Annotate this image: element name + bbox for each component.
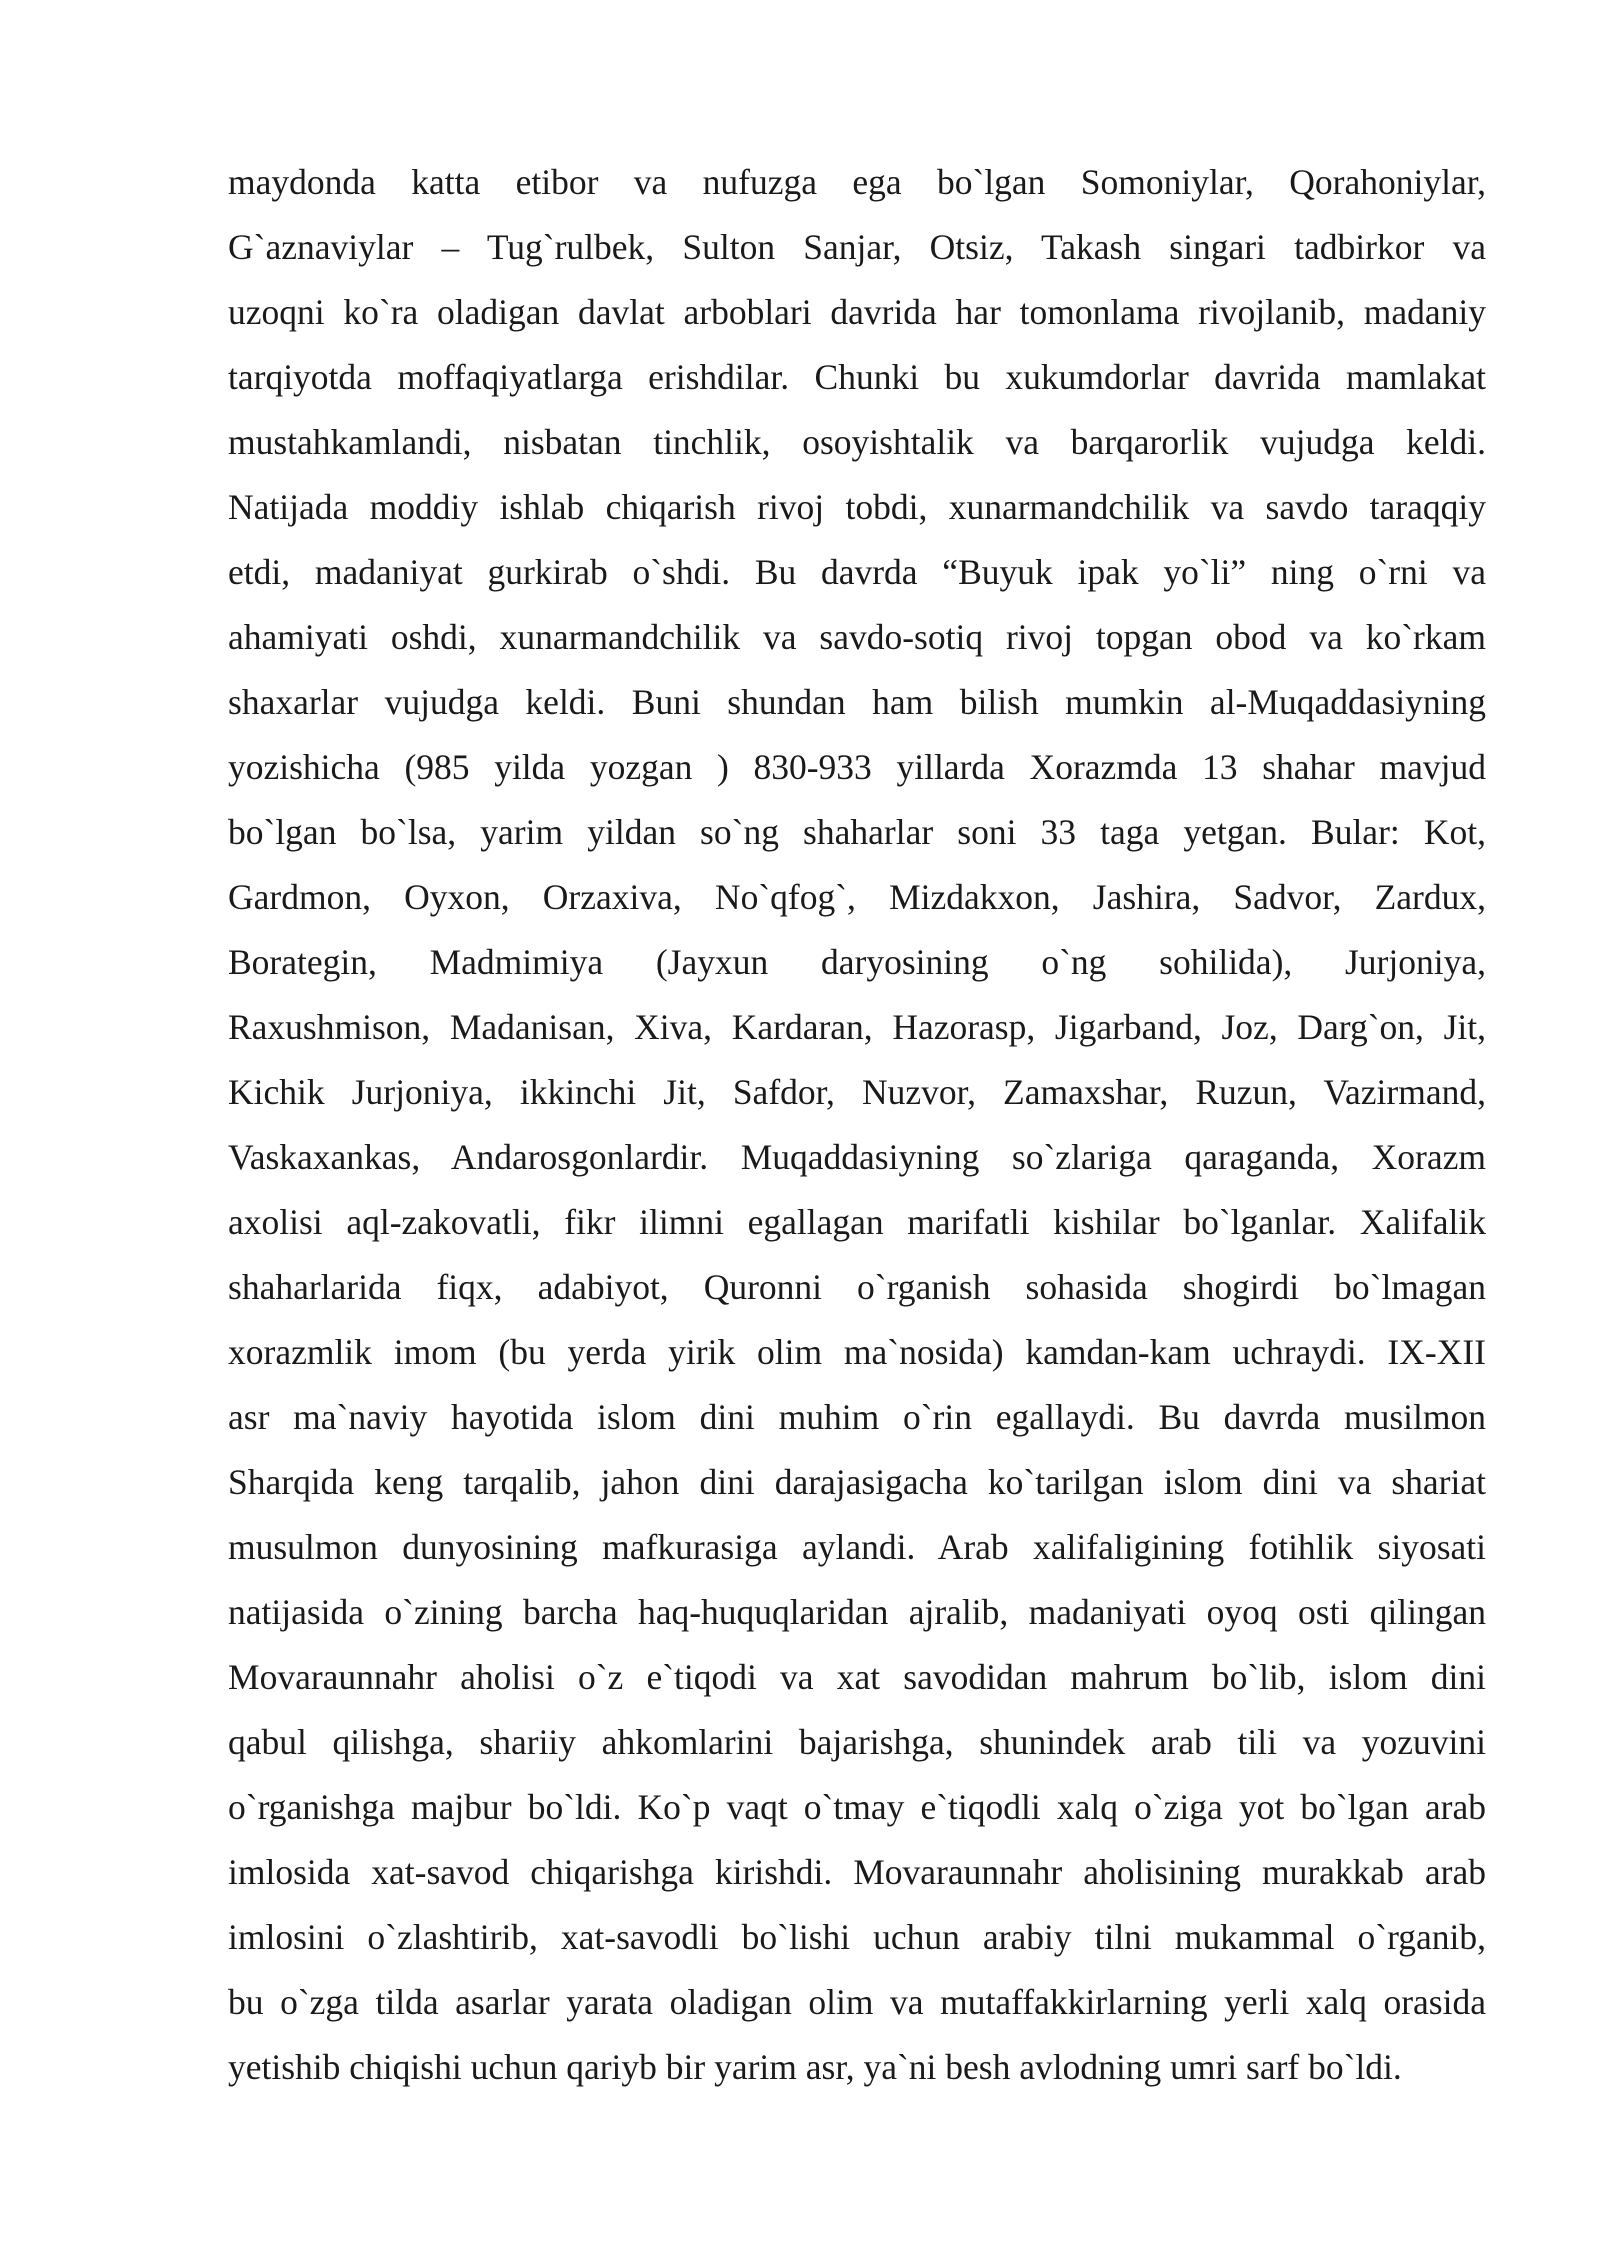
text-line: maydonda katta etibor va nufuzga ega bo`lgan Somoniylar, Qorahoniylar, — [228, 162, 1486, 202]
text-line: qabul qilishga, shariiy ahkomlarini bajarishga, shunindek arab tili va yozuvini — [228, 1722, 1486, 1762]
text-line: imlosida xat-savod chiqarishga kirishdi. Movaraunnahr aholisining murakkab arab — [228, 1852, 1486, 1892]
text-line: musulmon dunyosining mafkurasiga aylandi. Arab xalifaligining fotihlik siyosati — [228, 1527, 1486, 1567]
text-line: yozishicha (985 yilda yozgan ) 830-933 yillarda Xorazmda 13 shahar mavjud — [228, 747, 1486, 787]
text-line: ahamiyati oshdi, xunarmandchilik va savdo-sotiq rivoj topgan obod va ko`rkam — [228, 617, 1486, 657]
text-line: Gardmon, Oyxon, Orzaxiva, No`qfog`, Mizdakxon, Jashira, Sadvor, Zardux, — [228, 877, 1486, 917]
text-line: Raxushmison, Madanisan, Xiva, Kardaran, Hazorasp, Jigarband, Joz, Darg`on, Jit, — [228, 1007, 1486, 1047]
text-line: bo`lgan bo`lsa, yarim yildan so`ng shaharlar soni 33 taga yetgan. Bular: Kot, — [228, 812, 1486, 852]
text-line: shaharlarida fiqx, adabiyot, Quronni o`rganish sohasida shogirdi bo`lmagan — [228, 1267, 1486, 1307]
text-line: bu o`zga tilda asarlar yarata oladigan olim va mutaffakkirlarning yerli xalq orasida — [228, 1982, 1486, 2022]
text-line: Natijada moddiy ishlab chiqarish rivoj tobdi, xunarmandchilik va savdo taraqqiy — [228, 487, 1486, 527]
text-line: natijasida o`zining barcha haq-huquqlaridan ajralib, madaniyati oyoq osti qilingan — [228, 1592, 1486, 1632]
text-line: xorazmlik imom (bu yerda yirik olim ma`nosida) kamdan-kam uchraydi. IX-XII — [228, 1332, 1486, 1372]
text-line: G`aznaviylar – Tug`rulbek, Sulton Sanjar, Otsiz, Takash singari tadbirkor va — [228, 227, 1486, 267]
text-line: Movaraunnahr aholisi o`z e`tiqodi va xat savodidan mahrum bo`lib, islom dini — [228, 1657, 1486, 1697]
text-line: Vaskaxankas, Andarosgonlardir. Muqaddasiyning so`zlariga qaraganda, Xorazm — [228, 1137, 1486, 1177]
body-text — [228, 150, 1486, 2100]
text-line: Kichik Jurjoniya, ikkinchi Jit, Safdor, Nuzvor, Zamaxshar, Ruzun, Vazirmand, — [228, 1072, 1486, 1112]
text-line: yetishib chiqishi uchun qariyb bir yarim asr, ya`ni besh avlodning umri sarf bo`ldi. — [228, 2047, 1402, 2087]
text-line: mustahkamlandi, nisbatan tinchlik, osoyishtalik va barqarorlik vujudga keldi. — [228, 422, 1486, 462]
text-line: etdi, madaniyat gurkirab o`shdi. Bu davrda “Buyuk ipak yo`li” ning o`rni va — [228, 552, 1486, 592]
text-line: asr ma`naviy hayotida islom dini muhim o`rin egallaydi. Bu davrda musilmon — [228, 1397, 1486, 1437]
text-line: imlosini o`zlashtirib, xat-savodli bo`lishi uchun arabiy tilni mukammal o`rganib, — [228, 1917, 1486, 1957]
text-line: axolisi aql-zakovatli, fikr ilimni egallagan marifatli kishilar bo`lganlar. Xalifalik — [228, 1202, 1486, 1242]
text-line: shaxarlar vujudga keldi. Buni shundan ham bilish mumkin al-Muqaddasiyning — [228, 682, 1486, 722]
text-line: Sharqida keng tarqalib, jahon dini darajasigacha ko`tarilgan islom dini va shariat — [228, 1462, 1486, 1502]
text-line: uzoqni ko`ra oladigan davlat arboblari davrida har tomonlama rivojlanib, madaniy — [228, 292, 1486, 332]
text-line: o`rganishga majbur bo`ldi. Ko`p vaqt o`tmay e`tiqodli xalq o`ziga yot bo`lgan arab — [228, 1787, 1486, 1827]
text-line: tarqiyotda moffaqiyatlarga erishdilar. Chunki bu xukumdorlar davrida mamlakat — [228, 357, 1486, 397]
text-line: Borategin, Madmimiya (Jayxun daryosining o`ng sohilida), Jurjoniya, — [228, 942, 1486, 982]
